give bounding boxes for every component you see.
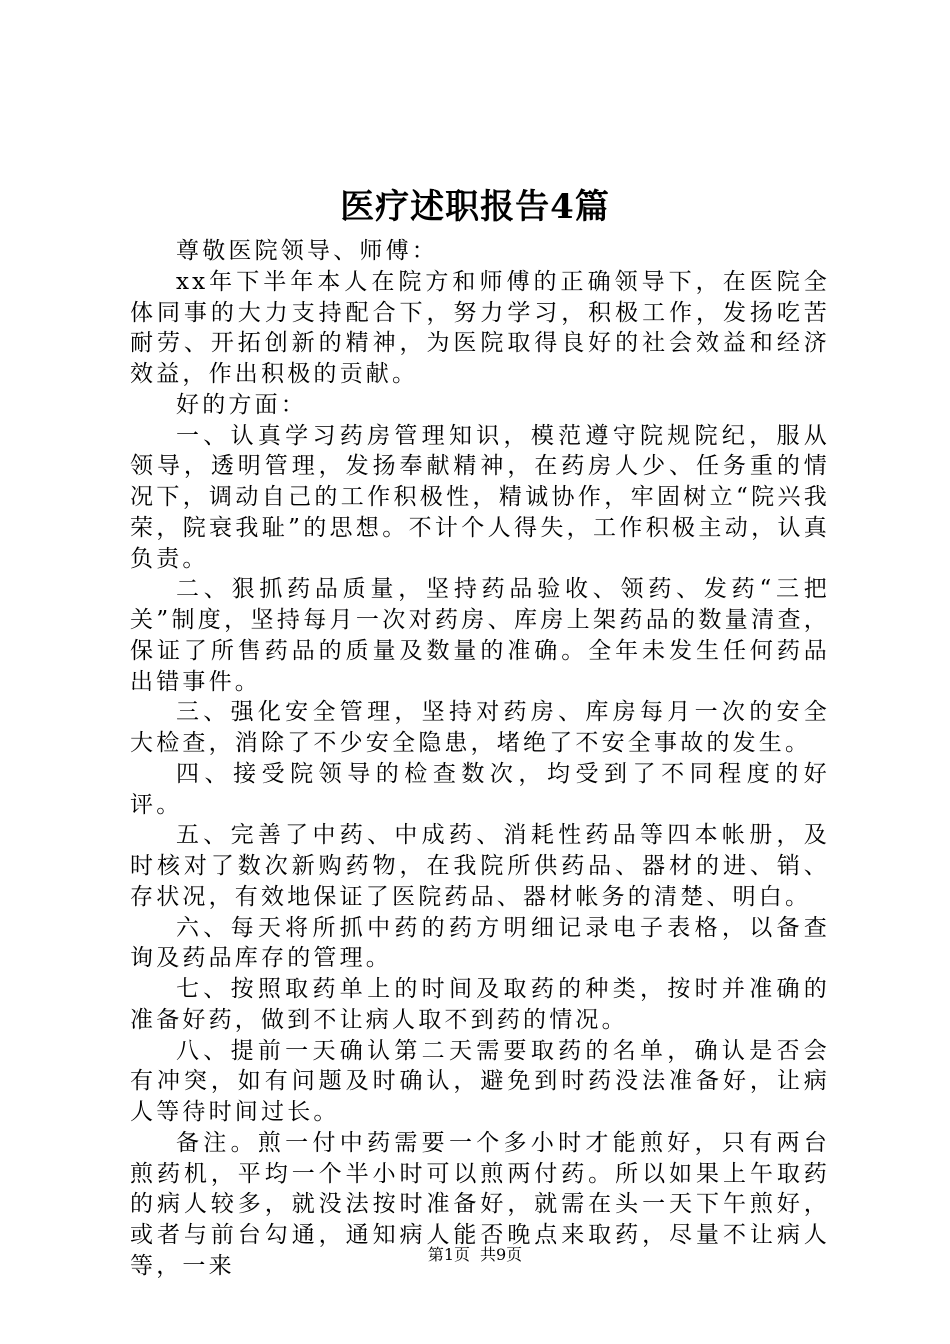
intro-paragraph: xx年下半年本人在院方和师傅的正确领导下，在医院全体同事的大力支持配合下，努力学习，积极工作，发扬吃苦耐劳、开拓创新的精神，为医院取得良好的社会效益和经济效益，作出积极的贡献。	[130, 268, 830, 387]
note-paragraph: 备注。煎一付中药需要一个多小时才能煎好，只有两台煎药机，平均一个半小时可以煎两付药。所以如果上午取药的病人较多，就没法按时准备好，就需在头一天下午煎好，或者与前台勾通，通知病人能否晚点来取药，尽量不让病人等，一来	[130, 1129, 830, 1279]
page-total: 共9页	[480, 1245, 523, 1264]
item-paragraph-5: 五、完善了中药、中成药、消耗性药品等四本帐册，及时核对了数次新购药物，在我院所供药品、器材的进、销、存状况，有效地保证了医院药品、器材帐务的清楚、明白。	[130, 822, 830, 910]
page-footer	[0, 1244, 950, 1266]
item-paragraph-7: 七、按照取药单上的时间及取药的种类，按时并准确的准备好药，做到不让病人取不到药的情况。	[130, 976, 830, 1033]
item-paragraph-8: 八、提前一天确认第二天需要取药的名单，确认是否会有冲突，如有问题及时确认，避免到时药没法准备好，让病人等待时间过长。	[130, 1037, 830, 1125]
item-paragraph-1: 一、认真学习药房管理知识，模范遵守院规院纪，服从领导，透明管理，发扬奉献精神，在药房人少、任务重的情况下，调动自己的工作积极性，精诚协作，牢固树立“院兴我荣，院衰我耻”的思想。不计个人得失，工作积极主动，认真负责。	[130, 422, 830, 572]
section-heading: 好的方面：	[176, 391, 307, 418]
page-number: 第1页	[427, 1245, 470, 1264]
item-paragraph-3: 三、强化安全管理，坚持对药房、库房每月一次的安全大检查，消除了不少安全隐患，堵绝了不安全事故的发生。	[130, 699, 830, 756]
item-paragraph-2: 二、狠抓药品质量，坚持药品验收、领药、发药“三把关”制度，坚持每月一次对药房、库房上架药品的数量清查，保证了所售药品的质量及数量的准确。全年未发生任何药品出错事件。	[130, 576, 830, 695]
item-paragraph-4: 四、接受院领导的检查数次，均受到了不同程度的好评。	[130, 760, 830, 818]
document-body	[130, 236, 830, 1282]
document-title: 医疗述职报告4篇	[340, 187, 610, 227]
salutation: 尊敬医院领导、师傅：	[176, 238, 438, 264]
item-paragraph-6: 六、每天将所抓中药的药方明细记录电子表格，以备查询及药品库存的管理。	[130, 914, 830, 972]
